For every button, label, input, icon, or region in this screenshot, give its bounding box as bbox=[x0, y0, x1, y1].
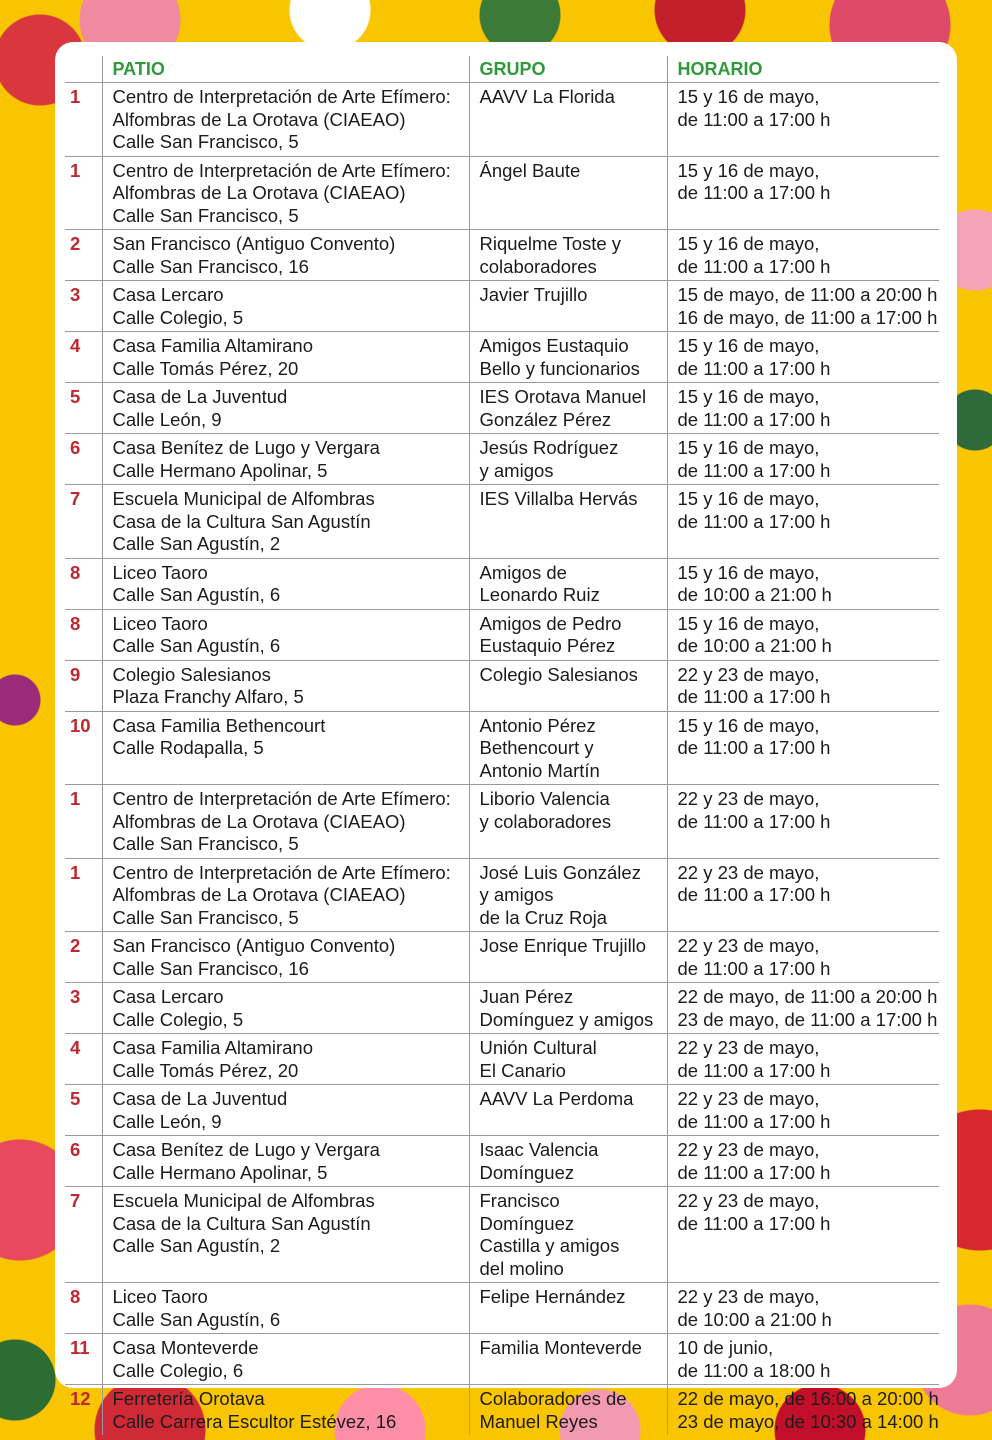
horario-cell: 15 y 16 de mayo, de 10:00 a 21:00 h bbox=[667, 609, 939, 660]
horario-cell: 15 de mayo, de 11:00 a 20:00 h 16 de mayo, de 11:00 a 17:00 h bbox=[667, 281, 939, 332]
horario-cell: 22 de mayo, de 16:00 a 20:00 h 23 de mayo, de 10:30 a 14:00 h bbox=[667, 1385, 939, 1436]
patio-cell: Centro de Interpretación de Arte Efímero: Alfombras de La Orotava (CIAEAO) Calle San Francisco, 5 bbox=[102, 156, 469, 230]
row-number: 9 bbox=[65, 660, 102, 711]
grupo-cell: Isaac Valencia Domínguez bbox=[469, 1136, 667, 1187]
horario-cell: 15 y 16 de mayo, de 11:00 a 17:00 h bbox=[667, 711, 939, 785]
patio-cell: Casa Familia Bethencourt Calle Rodapalla, 5 bbox=[102, 711, 469, 785]
row-number: 6 bbox=[65, 1136, 102, 1187]
patio-cell: San Francisco (Antiguo Convento) Calle San Francisco, 16 bbox=[102, 932, 469, 983]
grupo-cell: Colegio Salesianos bbox=[469, 660, 667, 711]
grupo-cell: Amigos de Leonardo Ruiz bbox=[469, 558, 667, 609]
row-number: 3 bbox=[65, 983, 102, 1034]
patio-cell: Escuela Municipal de Alfombras Casa de la Cultura San Agustín Calle San Agustín, 2 bbox=[102, 1187, 469, 1283]
row-number: 3 bbox=[65, 281, 102, 332]
table-row bbox=[65, 83, 939, 157]
patio-cell: Escuela Municipal de Alfombras Casa de la Cultura San Agustín Calle San Agustín, 2 bbox=[102, 485, 469, 559]
grupo-cell: Antonio Pérez Bethencourt y Antonio Martín bbox=[469, 711, 667, 785]
row-number: 10 bbox=[65, 711, 102, 785]
patio-cell: Centro de Interpretación de Arte Efímero: Alfombras de La Orotava (CIAEAO) Calle San Francisco, 5 bbox=[102, 785, 469, 859]
grupo-cell: Liborio Valencia y colaboradores bbox=[469, 785, 667, 859]
grupo-cell: Felipe Hernández bbox=[469, 1283, 667, 1334]
table-row bbox=[65, 1187, 939, 1283]
patio-cell: Casa Benítez de Lugo y Vergara Calle Hermano Apolinar, 5 bbox=[102, 1136, 469, 1187]
patio-cell: Liceo Taoro Calle San Agustín, 6 bbox=[102, 609, 469, 660]
table-header-row bbox=[65, 56, 939, 83]
patio-cell: Casa Lercaro Calle Colegio, 5 bbox=[102, 983, 469, 1034]
header-number bbox=[65, 56, 102, 83]
table-row bbox=[65, 383, 939, 434]
row-number: 8 bbox=[65, 1283, 102, 1334]
grupo-cell: Amigos Eustaquio Bello y funcionarios bbox=[469, 332, 667, 383]
grupo-cell: Amigos de Pedro Eustaquio Pérez bbox=[469, 609, 667, 660]
patio-cell: Ferretería Orotava Calle Carrera Escultor Estévez, 16 bbox=[102, 1385, 469, 1436]
table-row bbox=[65, 332, 939, 383]
row-number: 2 bbox=[65, 932, 102, 983]
grupo-cell: Familia Monteverde bbox=[469, 1334, 667, 1385]
table-row bbox=[65, 1385, 939, 1436]
patio-cell: Liceo Taoro Calle San Agustín, 6 bbox=[102, 1283, 469, 1334]
header-grupo: GRUPO bbox=[469, 56, 667, 83]
grupo-cell: IES Villalba Hervás bbox=[469, 485, 667, 559]
grupo-cell: Javier Trujillo bbox=[469, 281, 667, 332]
grupo-cell: Colaboradores de Manuel Reyes bbox=[469, 1385, 667, 1436]
grupo-cell: Juan Pérez Domínguez y amigos bbox=[469, 983, 667, 1034]
horario-cell: 15 y 16 de mayo, de 11:00 a 17:00 h bbox=[667, 434, 939, 485]
horario-cell: 22 y 23 de mayo, de 11:00 a 17:00 h bbox=[667, 660, 939, 711]
grupo-cell: AAVV La Florida bbox=[469, 83, 667, 157]
horario-cell: 22 y 23 de mayo, de 11:00 a 17:00 h bbox=[667, 1136, 939, 1187]
patio-cell: Centro de Interpretación de Arte Efímero: Alfombras de La Orotava (CIAEAO) Calle San Francisco, 5 bbox=[102, 858, 469, 932]
horario-cell: 22 y 23 de mayo, de 10:00 a 21:00 h bbox=[667, 1283, 939, 1334]
grupo-cell: Jesús Rodríguez y amigos bbox=[469, 434, 667, 485]
row-number: 1 bbox=[65, 83, 102, 157]
horario-cell: 15 y 16 de mayo, de 11:00 a 17:00 h bbox=[667, 485, 939, 559]
patio-cell: San Francisco (Antiguo Convento) Calle San Francisco, 16 bbox=[102, 230, 469, 281]
grupo-cell: José Luis González y amigos de la Cruz Roja bbox=[469, 858, 667, 932]
row-number: 7 bbox=[65, 1187, 102, 1283]
patio-cell: Casa Familia Altamirano Calle Tomás Pérez, 20 bbox=[102, 1034, 469, 1085]
table-row bbox=[65, 156, 939, 230]
table-row bbox=[65, 558, 939, 609]
patio-cell: Casa Monteverde Calle Colegio, 6 bbox=[102, 1334, 469, 1385]
table-row bbox=[65, 711, 939, 785]
patio-cell: Casa de La Juventud Calle León, 9 bbox=[102, 383, 469, 434]
table-row bbox=[65, 983, 939, 1034]
table-row bbox=[65, 281, 939, 332]
table-row bbox=[65, 1334, 939, 1385]
row-number: 5 bbox=[65, 1085, 102, 1136]
row-number: 8 bbox=[65, 609, 102, 660]
horario-cell: 22 y 23 de mayo, de 11:00 a 17:00 h bbox=[667, 785, 939, 859]
horario-cell: 22 y 23 de mayo, de 11:00 a 17:00 h bbox=[667, 1034, 939, 1085]
horario-cell: 15 y 16 de mayo, de 11:00 a 17:00 h bbox=[667, 383, 939, 434]
row-number: 6 bbox=[65, 434, 102, 485]
row-number: 4 bbox=[65, 1034, 102, 1085]
row-number: 11 bbox=[65, 1334, 102, 1385]
table-row bbox=[65, 230, 939, 281]
horario-cell: 22 de mayo, de 11:00 a 20:00 h 23 de mayo, de 11:00 a 17:00 h bbox=[667, 983, 939, 1034]
table-row bbox=[65, 485, 939, 559]
table-row bbox=[65, 1136, 939, 1187]
horario-cell: 15 y 16 de mayo, de 11:00 a 17:00 h bbox=[667, 230, 939, 281]
row-number: 2 bbox=[65, 230, 102, 281]
table-row bbox=[65, 434, 939, 485]
table-row bbox=[65, 660, 939, 711]
patio-cell: Centro de Interpretación de Arte Efímero: Alfombras de La Orotava (CIAEAO) Calle San Francisco, 5 bbox=[102, 83, 469, 157]
row-number: 7 bbox=[65, 485, 102, 559]
patio-cell: Casa Benítez de Lugo y Vergara Calle Hermano Apolinar, 5 bbox=[102, 434, 469, 485]
row-number: 1 bbox=[65, 785, 102, 859]
row-number: 8 bbox=[65, 558, 102, 609]
table-row bbox=[65, 609, 939, 660]
horario-cell: 15 y 16 de mayo, de 10:00 a 21:00 h bbox=[667, 558, 939, 609]
horario-cell: 22 y 23 de mayo, de 11:00 a 17:00 h bbox=[667, 932, 939, 983]
horario-cell: 15 y 16 de mayo, de 11:00 a 17:00 h bbox=[667, 83, 939, 157]
row-number: 1 bbox=[65, 156, 102, 230]
header-horario: HORARIO bbox=[667, 56, 939, 83]
horario-cell: 22 y 23 de mayo, de 11:00 a 17:00 h bbox=[667, 1085, 939, 1136]
schedule-table bbox=[65, 56, 939, 1435]
patio-cell: Colegio Salesianos Plaza Franchy Alfaro, 5 bbox=[102, 660, 469, 711]
patio-cell: Casa Familia Altamirano Calle Tomás Pérez, 20 bbox=[102, 332, 469, 383]
horario-cell: 15 y 16 de mayo, de 11:00 a 17:00 h bbox=[667, 332, 939, 383]
row-number: 12 bbox=[70, 1388, 91, 1409]
table-row bbox=[65, 858, 939, 932]
grupo-cell: Ángel Baute bbox=[469, 156, 667, 230]
horario-cell: 22 y 23 de mayo, de 11:00 a 17:00 h bbox=[667, 858, 939, 932]
patio-cell: Casa Lercaro Calle Colegio, 5 bbox=[102, 281, 469, 332]
grupo-cell: Unión Cultural El Canario bbox=[469, 1034, 667, 1085]
table-row bbox=[65, 1085, 939, 1136]
horario-cell: 10 de junio, de 11:00 a 18:00 h bbox=[667, 1334, 939, 1385]
patio-cell: Casa de La Juventud Calle León, 9 bbox=[102, 1085, 469, 1136]
header-patio: PATIO bbox=[102, 56, 469, 83]
grupo-cell: AAVV La Perdoma bbox=[469, 1085, 667, 1136]
horario-cell: 22 y 23 de mayo, de 11:00 a 17:00 h bbox=[667, 1187, 939, 1283]
grupo-cell: Jose Enrique Trujillo bbox=[469, 932, 667, 983]
schedule-card bbox=[55, 42, 957, 1432]
table-row bbox=[65, 1034, 939, 1085]
row-number: 4 bbox=[65, 332, 102, 383]
row-number: 1 bbox=[65, 858, 102, 932]
grupo-cell: IES Orotava Manuel González Pérez bbox=[469, 383, 667, 434]
grupo-cell: Francisco Domínguez Castilla y amigos del molino bbox=[469, 1187, 667, 1283]
row-number: 5 bbox=[65, 383, 102, 434]
table-row bbox=[65, 1283, 939, 1334]
grupo-cell: Riquelme Toste y colaboradores bbox=[469, 230, 667, 281]
table-row bbox=[65, 785, 939, 859]
horario-cell: 15 y 16 de mayo, de 11:00 a 17:00 h bbox=[667, 156, 939, 230]
patio-cell: Liceo Taoro Calle San Agustín, 6 bbox=[102, 558, 469, 609]
table-row bbox=[65, 932, 939, 983]
